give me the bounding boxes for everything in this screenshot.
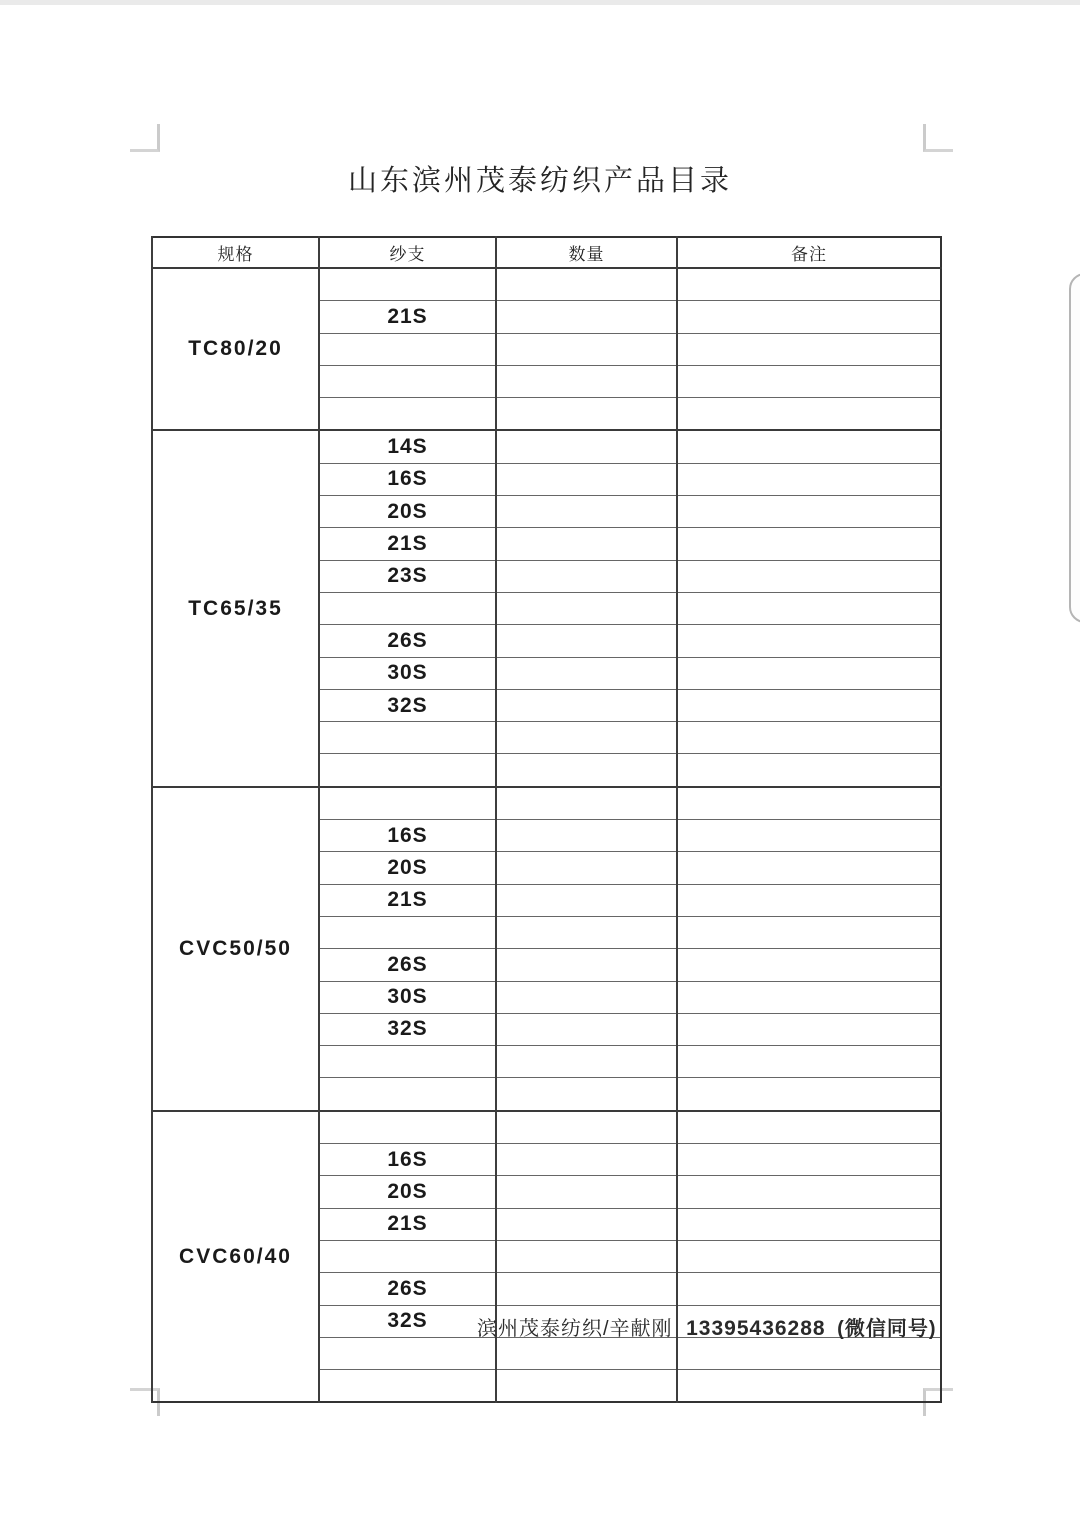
quantity-cell	[496, 1046, 677, 1078]
remark-cell	[677, 1273, 941, 1305]
footer-phone-number: 13395436288	[686, 1317, 826, 1340]
footer-company-contact: 滨州茂泰纺织/辛献刚	[477, 1318, 673, 1340]
remark-cell	[677, 754, 941, 787]
remark-cell	[677, 496, 941, 528]
catalog-table-body	[152, 268, 941, 1402]
yarn-count-cell	[319, 1337, 496, 1369]
spec-cell: TC80/20	[152, 268, 319, 430]
product-catalog-table	[151, 236, 942, 1403]
table-row	[152, 787, 941, 820]
remark-cell	[677, 430, 941, 463]
spec-cell: CVC50/50	[152, 787, 319, 1111]
remark-cell	[677, 916, 941, 948]
quantity-cell	[496, 722, 677, 754]
yarn-count-cell	[319, 916, 496, 948]
spec-cell: CVC60/40	[152, 1111, 319, 1403]
quantity-cell	[496, 496, 677, 528]
yarn-count-cell: 23S	[319, 560, 496, 592]
remark-cell	[677, 657, 941, 689]
remark-cell	[677, 820, 941, 852]
yarn-count-cell	[319, 1046, 496, 1078]
quantity-cell	[496, 981, 677, 1013]
quantity-cell	[496, 787, 677, 820]
quantity-cell	[496, 1176, 677, 1208]
yarn-count-cell	[319, 1078, 496, 1111]
remark-cell	[677, 852, 941, 884]
remark-cell	[677, 722, 941, 754]
remark-cell	[677, 949, 941, 981]
remark-cell	[677, 689, 941, 721]
yarn-count-cell: 21S	[319, 301, 496, 333]
yarn-count-cell: 26S	[319, 625, 496, 657]
quantity-cell	[496, 1273, 677, 1305]
quantity-cell	[496, 333, 677, 365]
yarn-count-cell	[319, 722, 496, 754]
table-row	[152, 430, 941, 463]
quantity-cell	[496, 301, 677, 333]
yarn-count-cell: 32S	[319, 1013, 496, 1045]
remark-cell	[677, 268, 941, 301]
remark-cell	[677, 592, 941, 624]
yarn-count-cell	[319, 398, 496, 431]
remark-cell	[677, 1111, 941, 1144]
remark-cell	[677, 1046, 941, 1078]
remark-cell	[677, 398, 941, 431]
yarn-count-cell: 21S	[319, 1208, 496, 1240]
remark-cell	[677, 463, 941, 495]
quantity-cell	[496, 592, 677, 624]
yarn-count-cell: 26S	[319, 949, 496, 981]
quantity-cell	[496, 754, 677, 787]
quantity-cell	[496, 268, 677, 301]
remark-cell	[677, 625, 941, 657]
quantity-cell	[496, 1013, 677, 1045]
table-row	[152, 268, 941, 301]
remark-cell	[677, 1370, 941, 1403]
yarn-count-cell: 20S	[319, 496, 496, 528]
quantity-cell	[496, 1144, 677, 1176]
yarn-count-cell	[319, 333, 496, 365]
yarn-count-cell: 16S	[319, 463, 496, 495]
col-header-2: 数量	[496, 237, 677, 268]
top-gray-strip	[0, 0, 1080, 5]
quantity-cell	[496, 1208, 677, 1240]
yarn-count-cell	[319, 365, 496, 397]
remark-cell	[677, 1078, 941, 1111]
quantity-cell	[496, 430, 677, 463]
remark-cell	[677, 1240, 941, 1272]
footer-wechat-note: (微信同号)	[837, 1318, 937, 1340]
remark-cell	[677, 365, 941, 397]
yarn-count-cell: 16S	[319, 1144, 496, 1176]
page-title: 山东滨州茂泰纺织产品目录	[347, 165, 732, 197]
yarn-count-cell: 26S	[319, 1273, 496, 1305]
remark-cell	[677, 787, 941, 820]
yarn-count-cell: 20S	[319, 852, 496, 884]
yarn-count-cell	[319, 1370, 496, 1403]
yarn-count-cell: 32S	[319, 689, 496, 721]
yarn-count-cell: 30S	[319, 657, 496, 689]
remark-cell	[677, 560, 941, 592]
quantity-cell	[496, 365, 677, 397]
quantity-cell	[496, 884, 677, 916]
screen-edge-panel-handle[interactable]	[1069, 273, 1080, 623]
remark-cell	[677, 884, 941, 916]
yarn-count-cell: 21S	[319, 528, 496, 560]
col-header-0: 规格	[152, 237, 319, 268]
quantity-cell	[496, 560, 677, 592]
yarn-count-cell	[319, 1240, 496, 1272]
quantity-cell	[496, 852, 677, 884]
crop-mark-top-left	[130, 124, 160, 152]
quantity-cell	[496, 916, 677, 948]
catalog-table-header-row	[152, 237, 941, 268]
remark-cell	[677, 1176, 941, 1208]
yarn-count-cell	[319, 754, 496, 787]
yarn-count-cell: 21S	[319, 884, 496, 916]
yarn-count-cell: 16S	[319, 820, 496, 852]
yarn-count-cell	[319, 592, 496, 624]
yarn-count-cell: 30S	[319, 981, 496, 1013]
remark-cell	[677, 301, 941, 333]
quantity-cell	[496, 398, 677, 431]
remark-cell	[677, 528, 941, 560]
quantity-cell	[496, 1240, 677, 1272]
yarn-count-cell	[319, 1111, 496, 1144]
quantity-cell	[496, 528, 677, 560]
remark-cell	[677, 981, 941, 1013]
quantity-cell	[496, 1111, 677, 1144]
quantity-cell	[496, 1370, 677, 1403]
remark-cell	[677, 1144, 941, 1176]
col-header-3: 备注	[677, 237, 941, 268]
quantity-cell	[496, 949, 677, 981]
quantity-cell	[496, 1078, 677, 1111]
yarn-count-cell: 20S	[319, 1176, 496, 1208]
yarn-count-cell: 14S	[319, 430, 496, 463]
yarn-count-cell	[319, 268, 496, 301]
quantity-cell	[496, 657, 677, 689]
yarn-count-cell: 32S	[319, 1305, 496, 1337]
quantity-cell	[496, 820, 677, 852]
table-row	[152, 1111, 941, 1144]
remark-cell	[677, 333, 941, 365]
crop-mark-top-right	[923, 124, 953, 152]
remark-cell	[677, 1208, 941, 1240]
quantity-cell	[496, 625, 677, 657]
col-header-1: 纱支	[319, 237, 496, 268]
quantity-cell	[496, 463, 677, 495]
yarn-count-cell	[319, 787, 496, 820]
quantity-cell	[496, 689, 677, 721]
remark-cell	[677, 1013, 941, 1045]
spec-cell: TC65/35	[152, 430, 319, 786]
footer-contact-line	[477, 1315, 937, 1343]
